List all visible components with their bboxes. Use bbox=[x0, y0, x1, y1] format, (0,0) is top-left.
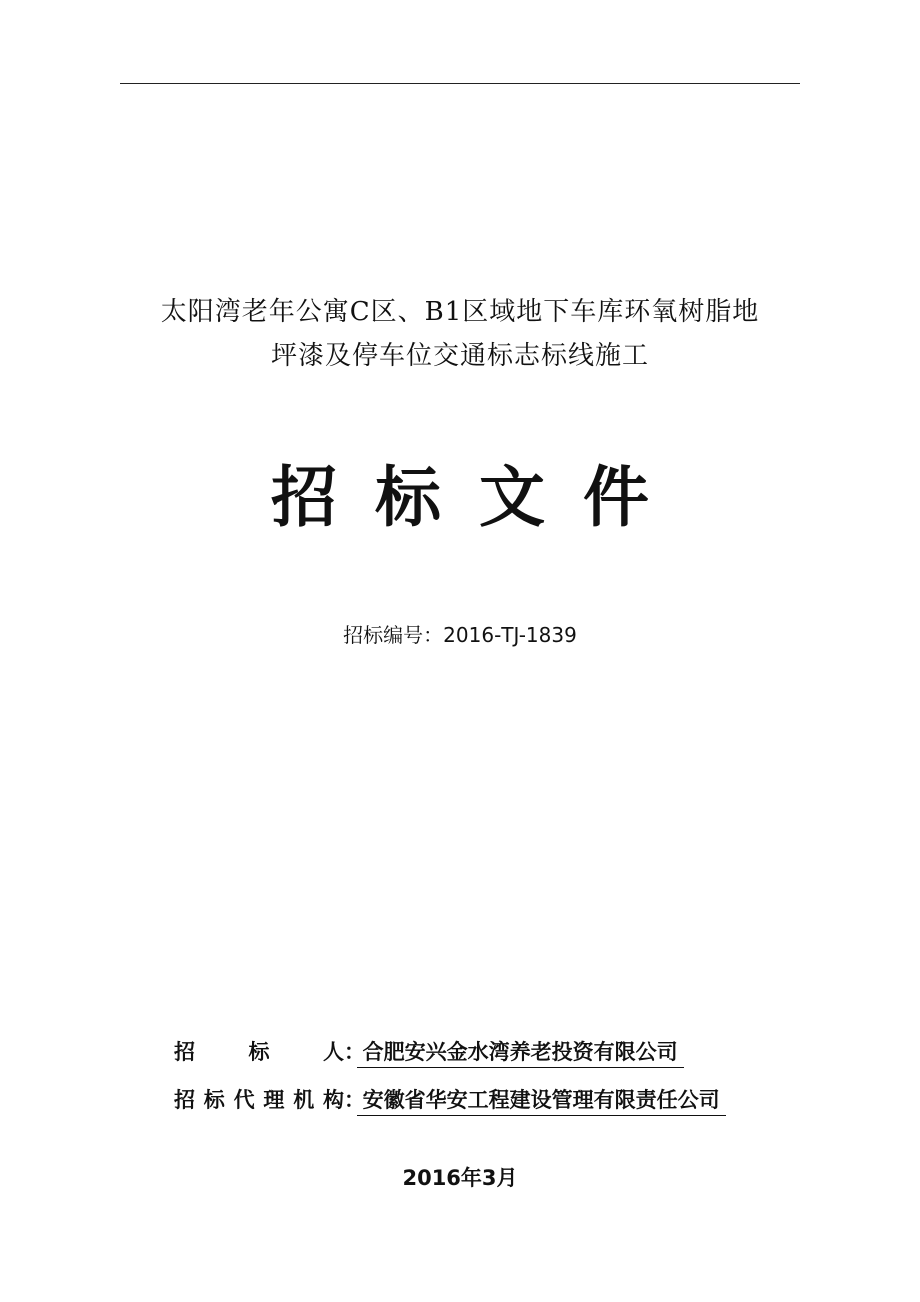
document-date: 2016年3月 bbox=[402, 1166, 518, 1190]
top-rule bbox=[120, 83, 800, 84]
project-title bbox=[100, 290, 820, 378]
tenderer-colon: ： bbox=[344, 1040, 365, 1064]
document-title: 招标文件 bbox=[271, 458, 687, 536]
project-title-line-1: 太阳湾老年公寓C区、B1区域地下车库环氧树脂地 bbox=[160, 297, 760, 327]
tender-number: 招标编号：2016-TJ-1839 bbox=[343, 623, 577, 647]
tenderer-row bbox=[174, 1036, 814, 1084]
project-title-line-2: 坪漆及停车位交通标志标线施工 bbox=[270, 341, 649, 371]
agency-colon: ： bbox=[344, 1088, 365, 1112]
agency-label: 招标代理机构 bbox=[174, 1088, 344, 1112]
agency-name: 安徽省华安工程建设管理有限责任公司 bbox=[357, 1086, 726, 1116]
tenderer-name: 合肥安兴金水湾养老投资有限公司 bbox=[357, 1038, 684, 1068]
tenderer-label: 招 标 人 bbox=[174, 1040, 344, 1064]
agency-row bbox=[174, 1084, 814, 1132]
party-block bbox=[174, 1036, 814, 1132]
